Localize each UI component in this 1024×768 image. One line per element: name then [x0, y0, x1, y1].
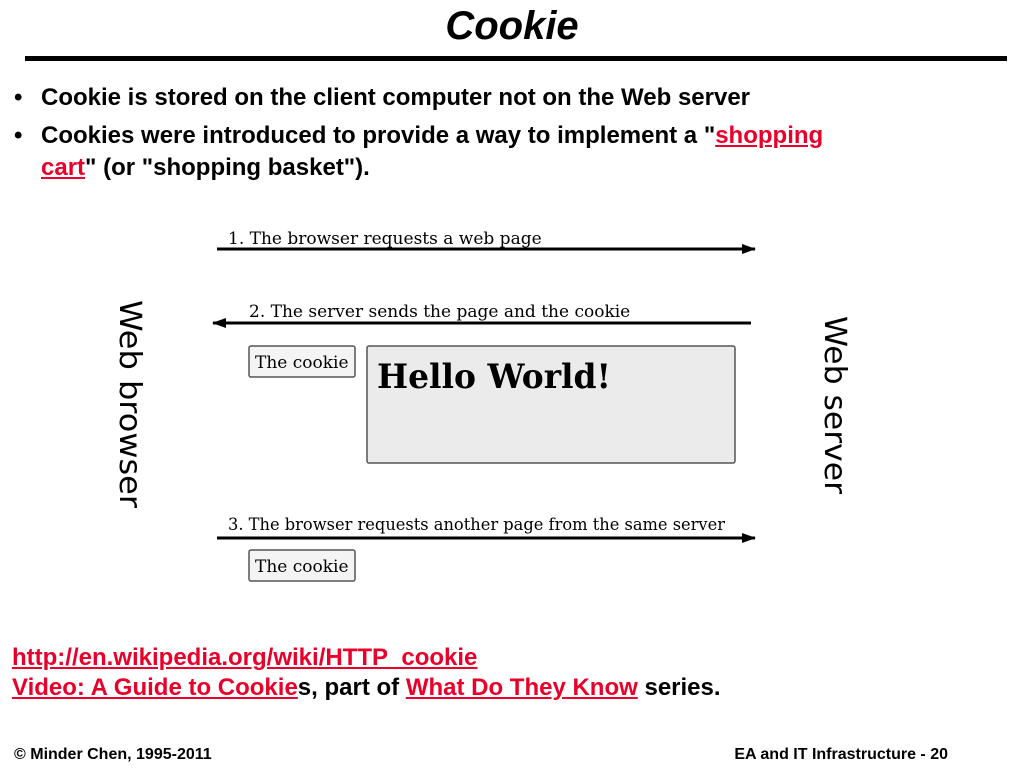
wikipedia-link[interactable]: http://en.wikipedia.org/wiki/HTTP_cookie [12, 644, 478, 671]
bullet-marker: • [14, 122, 23, 149]
video-guide-link[interactable]: Video: A Guide to Cookie [12, 674, 298, 701]
web-server-label: Web server [817, 316, 852, 486]
footer-page-number: EA and IT Infrastructure - 20 [734, 746, 948, 763]
step-2-label: 2. The server sends the page and the cookie [249, 302, 631, 322]
reference-links [12, 643, 721, 703]
bullet-text-2a: Cookies were introduced to provide a way to implement a " [41, 122, 716, 149]
bullet-marker: • [14, 84, 23, 111]
cookie-label: The cookie [255, 557, 349, 577]
video-suffix-text: s, part of [297, 674, 406, 701]
bullet-text-2b: " (or "shopping basket"). [85, 154, 370, 181]
slide-title: Cookie [445, 4, 579, 48]
series-suffix-text: series. [637, 674, 721, 701]
shopping-cart-link[interactable]: shopping cart [41, 122, 824, 181]
step-1-label: 1. The browser requests a web page [228, 229, 542, 249]
web-browser-label: Web browser [112, 300, 147, 495]
series-link[interactable]: What Do They Know [405, 674, 638, 701]
cookie-label: The cookie [255, 353, 349, 373]
page-content-text: Hello World! [377, 357, 611, 397]
footer-copyright: © Minder Chen, 1995-2011 [14, 746, 212, 763]
step-3-label: 3. The browser requests another page from the same server [228, 515, 726, 535]
bullet-text-1: Cookie is stored on the client computer not on the Web server [41, 84, 751, 111]
